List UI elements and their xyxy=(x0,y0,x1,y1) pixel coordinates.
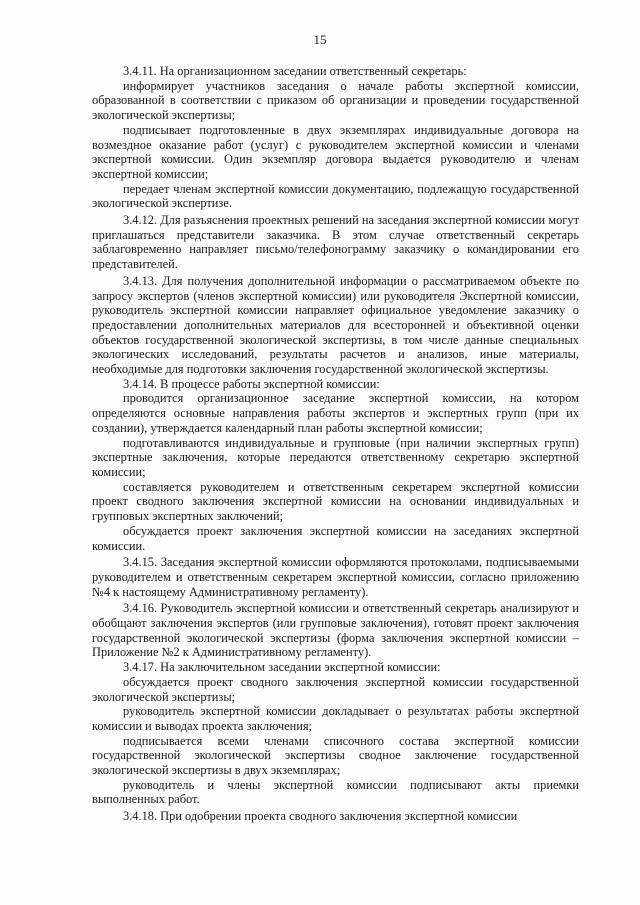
list-item: информирует участников заседания о начале работы экспертной комиссии, образованной в соответствии с приказом об организации и проведении государственной экологической экспертизы; xyxy=(92,78,579,123)
paragraph-3-4-18: 3.4.18. При одобрении проекта сводного заключения экспертной комиссии xyxy=(123,809,518,824)
list-item: обсуждается проект заключения экспертной комиссии на заседаниях экспертной комиссии. xyxy=(92,523,579,553)
paragraph-3-4-16: 3.4.16. Руководитель экспертной комиссии и ответственный секретарь анализируют и обобщают заключения экспертов (или групповые заключения), готовят проект заключения государственной экологической экспертизы (форма заключения экспертной комиссии – Приложение №2 к Административному регламенту). xyxy=(92,601,579,660)
document-body xyxy=(92,64,579,824)
list-item: составляется руководителем и ответственным секретарем экспертной комиссии проект сводного заключения экспертной комиссии на основании индивидуальных и групповых экспертных заключений; xyxy=(92,479,579,524)
list-item: подписывает подготовленные в двух экземплярах индивидуальные договора на возмездное оказание работ (услуг) с руководителем экспертной комиссии и членами экспертной комиссии. Один экземпляр договора выдается руководителю и членам экспертной комиссии; xyxy=(92,122,579,181)
list-item: обсуждается проект сводного заключения экспертной комиссии государственной экологической экспертизы; xyxy=(92,674,579,704)
list-item: руководитель экспертной комиссии докладывает о результатах работы экспертной комиссии и выводах проекта заключения; xyxy=(92,704,579,733)
paragraph-3-4-17: 3.4.17. На заключительном заседании экспертной комиссии: xyxy=(123,660,441,675)
list-item: подготавливаются индивидуальные и групповые (при наличии экспертных групп) экспертные заключения, которые передаются ответственному секретарю экспертной комиссии; xyxy=(92,435,579,479)
list-item: руководитель и члены экспертной комиссии подписывают акты приемки выполненных работ. xyxy=(92,777,579,807)
list-item: передает членам экспертной комиссии документацию, подлежащую государственной экологической экспертизе. xyxy=(92,181,579,211)
list-item: подписывается всеми членами списочного состава экспертной комиссии государственной экологической экспертизы сводное заключение государственной экологической экспертизы в двух экземплярах; xyxy=(92,733,579,778)
paragraph-3-4-12: 3.4.12. Для разъяснения проектных решений на заседания экспертной комиссии могут приглашаться представители заказчика. В этом случае ответственный секретарь заблаговременно направляет письмо/телефонограмму заказчику о командировании его представителей. xyxy=(92,213,579,272)
paragraph-3-4-14: 3.4.14. В процессе работы экспертной комиссии: xyxy=(123,376,380,391)
paragraph-3-4-11: 3.4.11. На организационном заседании ответственный секретарь: xyxy=(123,64,467,78)
page-number: 15 xyxy=(313,32,327,47)
list-item: проводится организационное заседание экспертной комиссии, на котором определяются основные направления работы экспертов и экспертных групп (при их создании), утверждается календарный план работы экспертной комиссии; xyxy=(92,391,579,435)
paragraph-3-4-15: 3.4.15. Заседания экспертной комиссии оформляются протоколами, подписываемыми руководителем и ответственным секретарем экспертной комиссии, согласно приложению №4 к настоящему Административному регламенту). xyxy=(92,555,579,599)
paragraph-3-4-13: 3.4.13. Для получения дополнительной информации о рассматриваемом объекте по запросу экспертов (членов экспертной комиссии) или руководителя Экспертной комиссии, руководитель экспертной комиссии направляет официальное уведомление заказчику о предоставлении дополнительных материалов для всесторонней и объективной оценки объектов государственной экологической экспертизы, в том числе данные специальных экологических исследований, результаты расчетов и анализов, иные материалы, необходимые для подготовки заключения государственной экологической экспертизы. xyxy=(92,273,579,377)
